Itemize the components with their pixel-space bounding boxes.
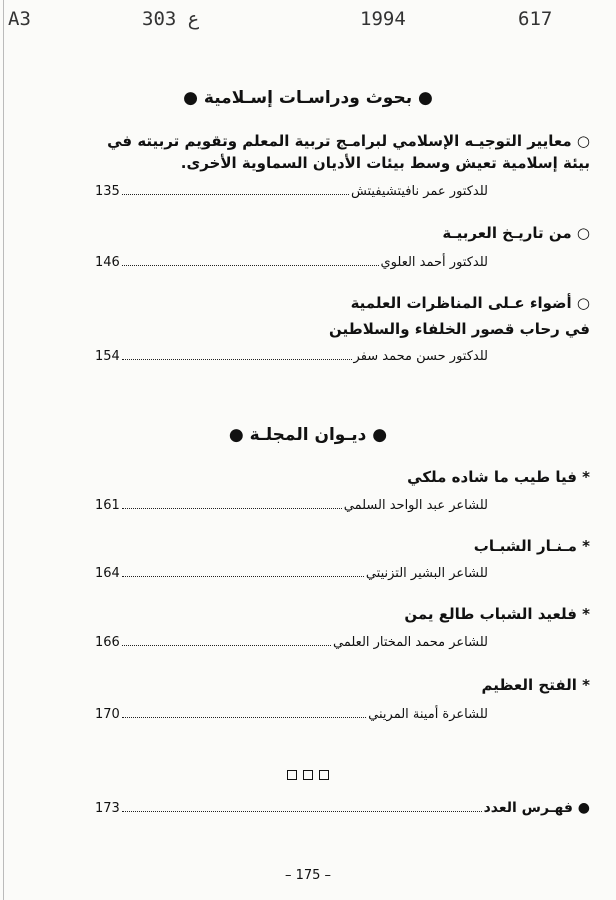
toc-item-title-text: فيا طيب ما شاده ملكي	[407, 468, 577, 486]
page-number: – 175 –	[284, 868, 332, 883]
page-ref: 135	[95, 184, 120, 199]
author-name: للدكتور أحمد العلوي	[380, 255, 488, 270]
leader-dots	[122, 634, 331, 646]
toc-entry	[95, 634, 488, 652]
toc-entry	[95, 565, 488, 583]
toc-item-title	[100, 222, 590, 244]
page-ref: 154	[95, 349, 120, 364]
toc-item-subtitle: في رحاب قصور الخلفاء والسلاطين	[329, 320, 590, 338]
author-name: للشاعرة أمينة المريني	[368, 707, 488, 722]
asterisk-bullet-icon: *	[582, 468, 590, 486]
circle-bullet-icon: ○	[576, 132, 590, 150]
leader-dots	[122, 348, 352, 360]
page-ref: 166	[95, 635, 120, 650]
toc-entry	[95, 183, 488, 201]
leader-dots	[122, 254, 379, 266]
page-ref: 161	[95, 498, 120, 513]
author-name: للشاعر محمد المختار العلمي	[333, 635, 488, 650]
toc-item-title	[100, 130, 590, 174]
handwritten-mark-left: A3	[8, 8, 31, 30]
author-name: للشاعر البشير التزنيتي	[365, 566, 488, 581]
toc-item-title-text: الفتح العظيم	[481, 676, 577, 694]
author-name: للدكتور عمر نافيتشيفيتش	[350, 184, 488, 199]
leader-dots	[122, 497, 342, 509]
page-ref: 164	[95, 566, 120, 581]
index-label-text: فهـرس العدد	[483, 800, 573, 816]
toc-item-title	[100, 292, 590, 314]
page-ref: 170	[95, 707, 120, 722]
toc-entry-index	[95, 800, 590, 818]
asterisk-bullet-icon: *	[582, 676, 590, 694]
asterisk-bullet-icon: *	[582, 605, 590, 623]
asterisk-bullet-icon: *	[582, 537, 590, 555]
toc-entry	[95, 254, 488, 272]
index-label	[484, 800, 590, 816]
toc-item-title	[100, 674, 590, 696]
leader-dots	[122, 800, 482, 812]
author-name: للشاعر عبد الواحد السلمي	[343, 498, 488, 513]
toc-item-title	[100, 466, 590, 488]
toc-entry	[95, 348, 488, 366]
handwritten-mark-right: 617	[518, 8, 553, 30]
ornament-squares	[0, 765, 616, 784]
author-name: للدكتور حسن محمد سفر	[353, 349, 488, 364]
section-heading-diwan: ● ديـوان المجلـة ●	[228, 425, 388, 445]
handwritten-code: 303 ع	[142, 8, 200, 30]
toc-entry	[95, 706, 488, 724]
toc-item-title	[100, 603, 590, 625]
leader-dots	[122, 706, 366, 718]
square-ornament-icon	[287, 770, 297, 780]
section-heading-studies: ● بحوث ودراسـات إسـلامية ●	[183, 88, 433, 108]
square-ornament-icon	[303, 770, 313, 780]
toc-entry	[95, 497, 488, 515]
circle-bullet-icon: ○	[576, 224, 590, 242]
circle-bullet-icon: ○	[576, 294, 590, 312]
handwritten-year: 1994	[360, 8, 406, 30]
leader-dots	[122, 183, 349, 195]
toc-item-title-text: مـنـار الشبـاب	[473, 537, 577, 555]
filled-bullet-icon: ●	[577, 800, 590, 816]
page-ref: 173	[95, 801, 120, 816]
leader-dots	[122, 565, 364, 577]
toc-item-title-text: أضواء عـلى المناظرات العلمية	[350, 294, 572, 312]
toc-item-title-text: معايير التوجيـه الإسلامي لبرامـج تربية المعلم وتقويم تربيته في بيئة إسلامية تعيش وسط بيئات الأديان السماوية الأخرى.	[107, 132, 590, 172]
square-ornament-icon	[319, 770, 329, 780]
toc-item-title	[100, 535, 590, 557]
page-ref: 146	[95, 255, 120, 270]
toc-item-title-text: فلعيد الشباب طالع يمن	[404, 605, 577, 623]
toc-item-title-text: من تاريـخ العربيـة	[442, 224, 572, 242]
